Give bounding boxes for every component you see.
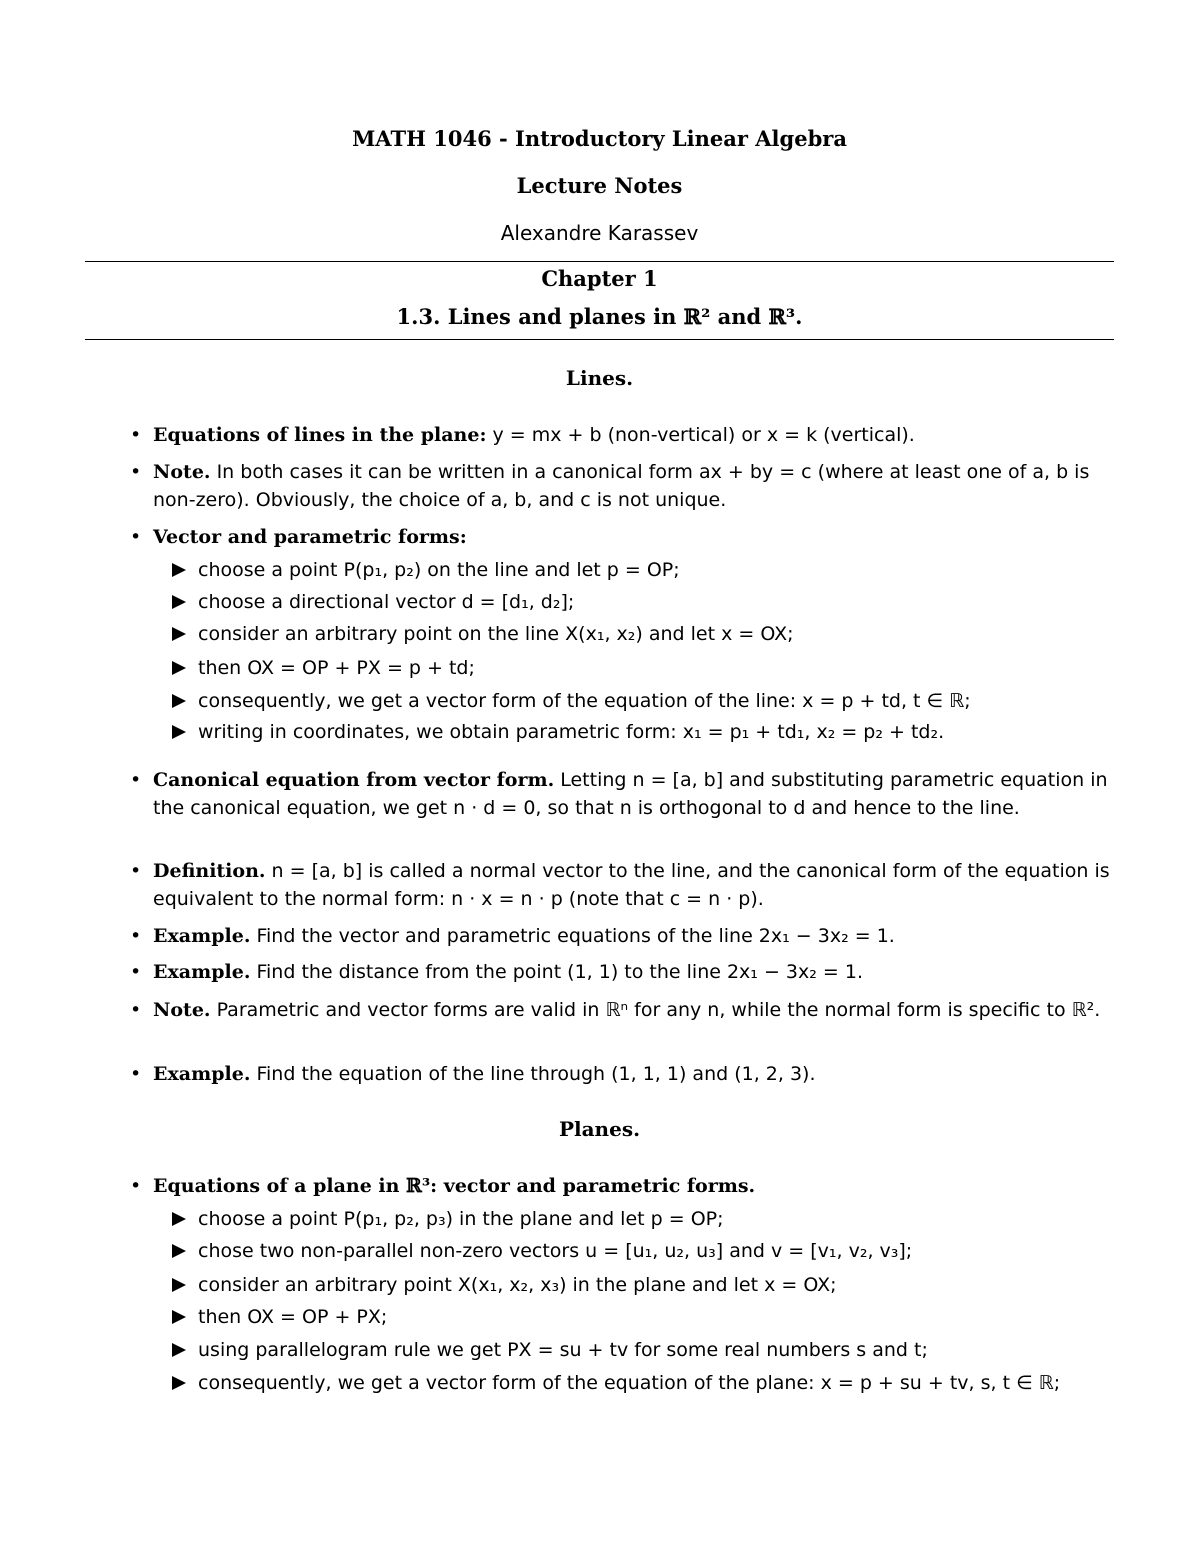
item-lead: Canonical equation from vector form. <box>153 769 555 791</box>
list-item <box>153 458 1115 514</box>
item-lead: Equations of a plane in ℝ³: vector and parametric forms. <box>153 1175 756 1197</box>
list-item <box>153 766 1115 822</box>
item-text: n = [a, b] is called a normal vector to the line, and the canonical form of the equation is equivalent to the normal form: n · x = n · p (note that c = n · p). <box>153 860 1110 910</box>
item-lead: Example. <box>153 925 251 947</box>
bullet-dot: • <box>130 769 142 791</box>
list-item <box>153 922 1115 950</box>
list-item <box>153 958 1115 986</box>
sub-step <box>172 556 1117 584</box>
item-text: Letting n = [a, b] and substituting parametric equation in the canonical equation, we get n · d = 0, so that n is orthogonal to d and hence to the line. <box>153 769 1108 819</box>
item-lead: Equations of lines in the plane: <box>153 424 487 446</box>
item-text: y = mx + b (non-vertical) or x = k (vertical). <box>486 424 915 446</box>
sub-step <box>172 718 1117 746</box>
sub-step <box>172 620 1117 648</box>
triangle-bullet-icon <box>172 563 186 577</box>
triangle-bullet-icon <box>172 725 186 739</box>
chapter-label: Chapter 1 <box>541 266 658 291</box>
item-lead: Example. <box>153 1063 251 1085</box>
bullet-dot: • <box>130 526 142 548</box>
triangle-bullet-icon <box>172 1376 186 1390</box>
bottom-rule <box>85 339 1114 340</box>
list-item <box>153 996 1115 1024</box>
bullet-dot: • <box>130 860 142 882</box>
bullet-dot: • <box>130 461 142 483</box>
sub-step <box>172 1271 1117 1299</box>
item-text: Find the distance from the point (1, 1) to the line 2x₁ − 3x₂ = 1. <box>250 961 863 983</box>
sub-step <box>172 1205 1117 1233</box>
triangle-bullet-icon <box>172 1244 186 1258</box>
list-item <box>153 1172 1115 1200</box>
bullet-dot: • <box>130 1175 142 1197</box>
step-text: chose two non-parallel non-zero vectors u = [u₁, u₂, u₃] and v = [v₁, v₂, v₃]; <box>198 1240 913 1262</box>
step-text: consider an arbitrary point X(x₁, x₂, x₃) in the plane and let x = OX; <box>198 1274 837 1296</box>
sub-step <box>172 687 1117 715</box>
section-title: 1.3. Lines and planes in ℝ² and ℝ³. <box>396 304 803 329</box>
notes-subtitle: Lecture Notes <box>516 173 683 198</box>
step-text: consequently, we get a vector form of the equation of the line: x = p + td, t ∈ ℝ; <box>198 690 971 712</box>
bullet-dot: • <box>130 961 142 983</box>
triangle-bullet-icon <box>172 694 186 708</box>
list-item <box>153 421 1115 449</box>
lines-heading: Lines. <box>565 366 634 390</box>
step-text: choose a directional vector d = [d₁, d₂]; <box>198 591 575 613</box>
step-text: choose a point P(p₁, p₂, p₃) in the plane and let p = OP; <box>198 1208 724 1230</box>
triangle-bullet-icon <box>172 1343 186 1357</box>
course-title: MATH 1046 - Introductory Linear Algebra <box>352 126 847 151</box>
sub-step <box>172 654 1117 682</box>
item-lead: Definition. <box>153 860 266 882</box>
item-text: Find the equation of the line through (1, 1, 1) and (1, 2, 3). <box>250 1063 816 1085</box>
sub-step <box>172 1369 1117 1397</box>
triangle-bullet-icon <box>172 1278 186 1292</box>
triangle-bullet-icon <box>172 1310 186 1324</box>
bullet-dot: • <box>130 925 142 947</box>
item-lead: Note. <box>153 999 211 1021</box>
item-text: Parametric and vector forms are valid in ℝⁿ for any n, while the normal form is specific to ℝ². <box>210 999 1101 1021</box>
triangle-bullet-icon <box>172 661 186 675</box>
item-lead: Vector and parametric forms: <box>153 526 467 548</box>
item-lead: Example. <box>153 961 251 983</box>
author-name: Alexandre Karassev <box>500 221 699 245</box>
item-lead: Note. <box>153 461 211 483</box>
step-text: consider an arbitrary point on the line X(x₁, x₂) and let x = OX; <box>198 623 794 645</box>
step-text: consequently, we get a vector form of the equation of the plane: x = p + su + tv, s, t ∈ ℝ; <box>198 1372 1061 1394</box>
triangle-bullet-icon <box>172 1212 186 1226</box>
list-item <box>153 523 1115 551</box>
sub-step <box>172 588 1117 616</box>
step-text: then OX = OP + PX; <box>198 1306 388 1328</box>
step-text: then OX = OP + PX = p + td; <box>198 657 475 679</box>
bullet-dot: • <box>130 999 142 1021</box>
sub-step <box>172 1336 1117 1364</box>
bullet-dot: • <box>130 424 142 446</box>
item-text: In both cases it can be written in a canonical form ax + by = c (where at least one of a, b is non-zero). Obviously, the choice of a, b, and c is not unique. <box>153 461 1090 511</box>
list-item <box>153 1060 1115 1088</box>
sub-step <box>172 1237 1117 1265</box>
step-text: choose a point P(p₁, p₂) on the line and let p = OP; <box>198 559 680 581</box>
item-text: Find the vector and parametric equations of the line 2x₁ − 3x₂ = 1. <box>250 925 895 947</box>
step-text: writing in coordinates, we obtain parametric form: x₁ = p₁ + td₁, x₂ = p₂ + td₂. <box>198 721 945 743</box>
sub-step <box>172 1303 1117 1331</box>
step-text: using parallelogram rule we get PX = su + tv for some real numbers s and t; <box>198 1339 928 1361</box>
planes-heading: Planes. <box>558 1117 641 1141</box>
list-item <box>153 857 1115 913</box>
triangle-bullet-icon <box>172 595 186 609</box>
triangle-bullet-icon <box>172 627 186 641</box>
bullet-dot: • <box>130 1063 142 1085</box>
top-rule <box>85 261 1114 262</box>
